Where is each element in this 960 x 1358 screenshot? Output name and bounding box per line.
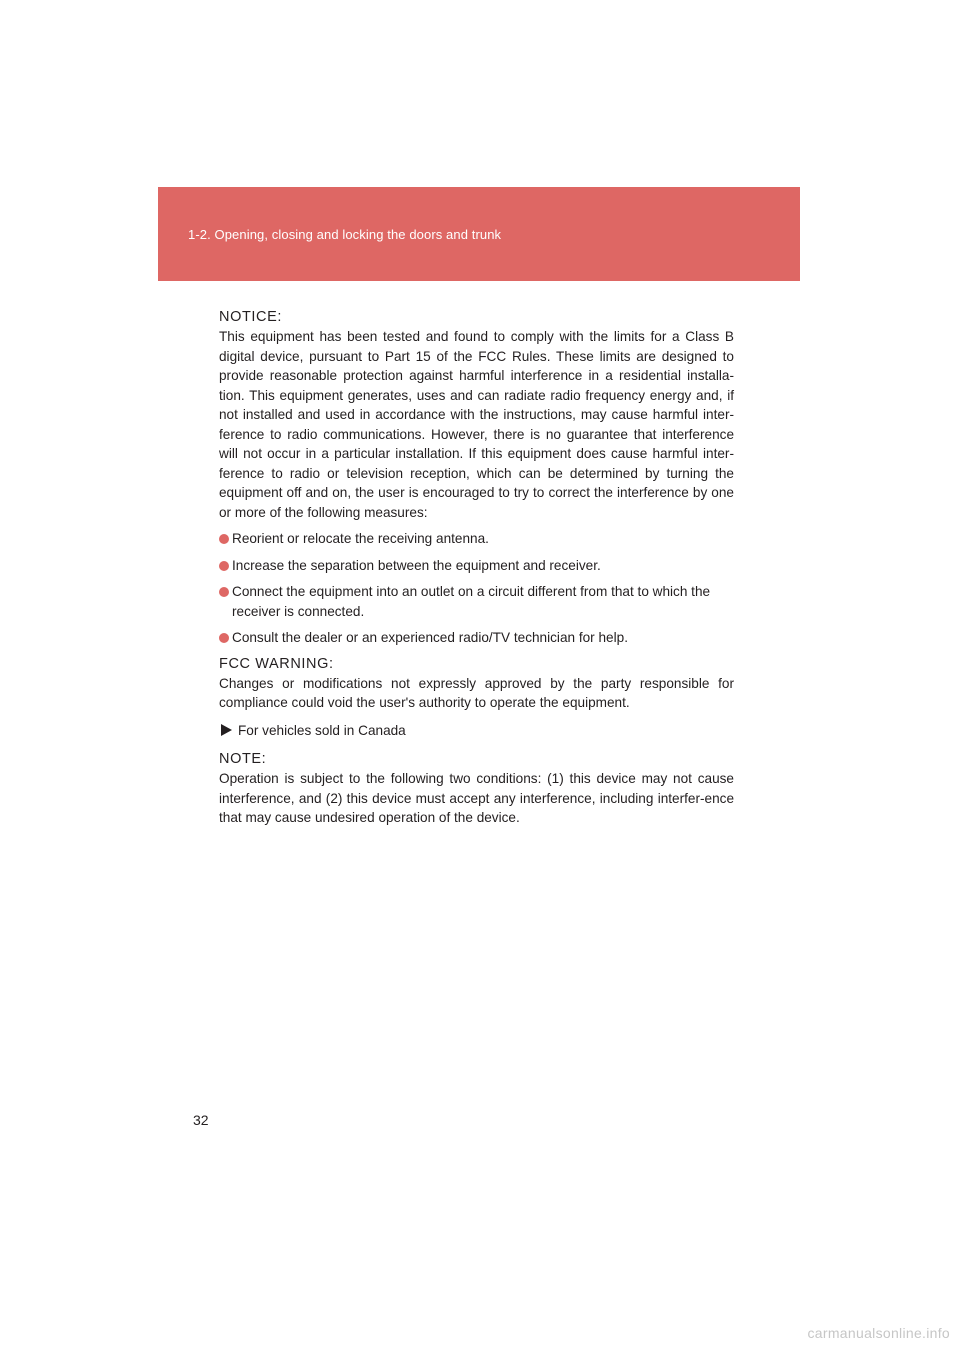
list-item	[219, 628, 734, 648]
list-item	[219, 556, 734, 576]
page-content	[219, 308, 734, 828]
list-item-text: Increase the separation between the equipment and receiver.	[232, 557, 601, 573]
fcc-warning-heading: FCC WARNING:	[219, 655, 334, 672]
page-number: 32	[193, 1112, 209, 1128]
canada-subheading	[219, 721, 734, 741]
note-paragraph: Operation is subject to the following two conditions: (1) this device may not cause interference, and (2) this device must accept any interference, including interfer-ence that may cause undesired operation of the device.	[219, 771, 734, 825]
list-item	[219, 529, 734, 549]
bullet-dot-icon	[219, 534, 229, 544]
bullet-dot-icon	[219, 561, 229, 571]
list-item-text: Connect the equipment into an outlet on a circuit different from that to which the receiver is connected.	[232, 584, 711, 619]
fcc-warning-paragraph: Changes or modifications not expressly approved by the party responsible for compliance could void the user's authority to operate the equipment.	[219, 675, 734, 710]
measures-list	[219, 529, 734, 648]
note-heading: NOTE:	[219, 751, 267, 767]
notice-paragraph: This equipment has been tested and found to comply with the limits for a Class B digital device, pursuant to Part 15 of the FCC Rules. These limits are designed to provide reasonable protection against harmful interference in a residential installa-tion. This equipment generates, uses and can radiate radio frequency energy and, if not installed and used in accordance with the instructions, may cause harmful inter-ference to radio communications. However, there is no guarantee that interference will not occur in a particular installation. If this equipment does cause harmful inter-ference to radio or television reception, which can be determined by turning the equipment off and on, the user is encouraged to try to correct the interference by one or more of the following measures:	[219, 329, 734, 520]
notice-heading: NOTICE:	[219, 309, 283, 325]
canada-label: For vehicles sold in Canada	[238, 722, 406, 738]
list-item-text: Consult the dealer or an experienced radio/TV technician for help.	[232, 630, 628, 645]
watermark: carmanualsonline.info	[807, 1325, 950, 1341]
section-header-band	[158, 187, 800, 281]
section-title: 1-2. Opening, closing and locking the doors and trunk	[188, 227, 502, 242]
bullet-dot-icon	[219, 633, 229, 643]
list-item-text: Reorient or relocate the receiving antenna.	[232, 531, 489, 546]
bullet-dot-icon	[219, 587, 229, 597]
list-item	[219, 582, 734, 621]
triangle-right-icon	[221, 724, 232, 736]
